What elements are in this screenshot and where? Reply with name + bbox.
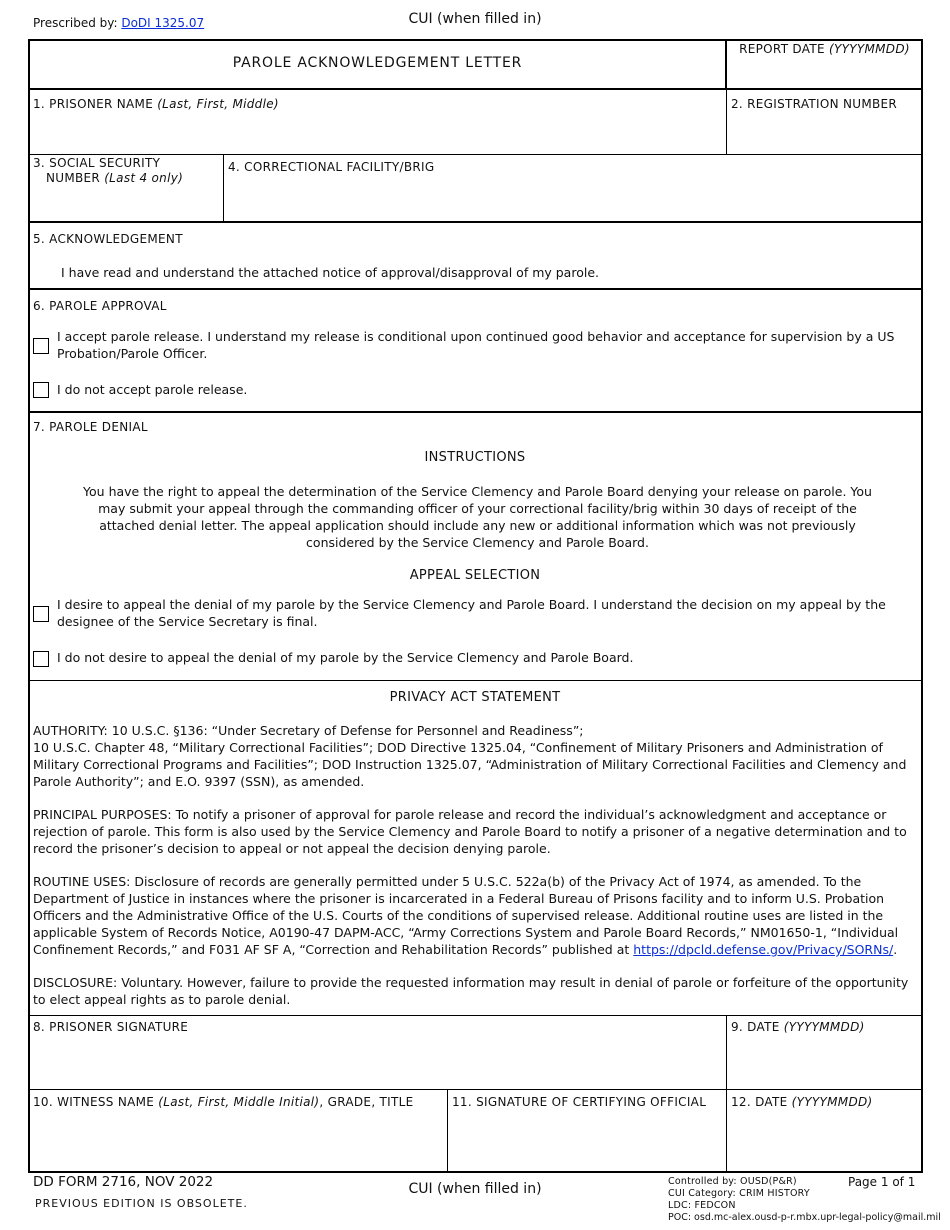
ssn-label: 3. SOCIAL SECURITY NUMBER (Last 4 only) xyxy=(33,156,184,185)
witness-name-label: 10. WITNESS NAME (Last, First, Middle Initial), GRADE, TITLE xyxy=(33,1095,414,1109)
appeal-checkbox[interactable] xyxy=(33,606,49,622)
form-id: DD FORM 2716, NOV 2022 xyxy=(33,1174,214,1190)
correctional-facility-label: 4. CORRECTIONAL FACILITY/BRIG xyxy=(228,160,435,174)
principal-purposes-section: PRINCIPAL PURPOSES: To notify a prisoner of approval for parole release and record the individual’s acknowledgment and acceptance or rejection of parole. This form is also used by the Service Clemency and Parole Board to notify a prisoner of a negative determination and to record the prisoner’s decision to appeal or not appeal the decision denying parole. xyxy=(33,807,907,856)
page-number: Page 1 of 1 xyxy=(848,1175,916,1189)
cui-designation-block: Controlled by: OUSD(P&R) CUI Category: CRIM HISTORY LDC: FEDCON POC: osd.mc-alex.ousd-p-r.mbx.upr-legal-policy@mail.mil xyxy=(668,1176,941,1223)
privacy-act-heading: PRIVACY ACT STATEMENT xyxy=(389,690,561,705)
instructions-heading: INSTRUCTIONS xyxy=(424,450,526,465)
acknowledgement-text: I have read and understand the attached notice of approval/disapproval of my parole. xyxy=(61,265,599,280)
dodi-link[interactable]: DoDI 1325.07 xyxy=(121,16,205,30)
correctional-facility-input[interactable] xyxy=(228,178,918,218)
routine-uses-section: ROUTINE USES: Disclosure of records are generally permitted under 5 U.S.C. 522a(b) of the Privacy Act of 1974, as amended. To the Department of Justice in instances where the prisoner is incarcerated in a Federal Bureau of Prisons facility and to inform U.S. Probation Officers and the Administrative Office of the U.S. Courts of the conditions of supervised release. Additional routine uses are listed in the applicable System of Records Notice, A0190-47 DAPM-ACC, “Army Corrections System and Parole Board Records,” NM01650-1, “Individual Confinement Records,” and F031 AF SF A, “Correction and Rehabilitation Records” published at https://dpcld.defense.gov/Privacy/SORNs/. xyxy=(33,874,899,957)
date-12-input[interactable] xyxy=(731,1113,917,1168)
report-date-input[interactable] xyxy=(735,58,915,86)
parole-denial-label: 7. PAROLE DENIAL xyxy=(33,420,148,434)
acknowledgement-label: 5. ACKNOWLEDGEMENT xyxy=(33,232,183,246)
accept-parole-text: I accept parole release. I understand my release is conditional upon continued good behavior and acceptance for supervision by a US Probation/Parole Officer. xyxy=(57,329,895,361)
ssn-input[interactable] xyxy=(33,190,218,218)
authority-section: AUTHORITY: 10 U.S.C. §136: “Under Secretary of Defense for Personnel and Readiness”; 10 U.S.C. Chapter 48, “Military Correctional Facilities”; DOD Directive 1325.04, “Confinement of Military Prisoners and Administration of Military Correctional Programs and Facilities”; DOD Instruction 1325.07, “Administration of Military Correctional Facilities and Clemency and Parole Authority”; and E.O. 9397 (SSN), as amended. xyxy=(33,723,907,789)
accept-parole-checkbox[interactable] xyxy=(33,338,49,354)
cui-marking-bottom: CUI (when filled in) xyxy=(408,1181,542,1197)
witness-name-input[interactable] xyxy=(33,1113,441,1168)
appeal-selection-heading: APPEAL SELECTION xyxy=(409,568,541,583)
parole-approval-label: 6. PAROLE APPROVAL xyxy=(33,299,167,313)
prisoner-signature-label: 8. PRISONER SIGNATURE xyxy=(33,1020,189,1034)
cui-marking-top: CUI (when filled in) xyxy=(408,11,542,27)
sorn-link[interactable]: https://dpcld.defense.gov/Privacy/SORNs/ xyxy=(633,942,894,957)
prisoner-signature-field[interactable] xyxy=(33,1038,721,1086)
instructions-text: You have the right to appeal the determination of the Service Clemency and Parole Board denying your release on parole. You may submit your appeal through the commanding officer of your correctional facility/brig within 30 days of receipt of the attached denial letter. The appeal application should include any new or additional information which was not previously considered by the Service Clemency and Parole Board. xyxy=(83,484,872,550)
report-date-label: REPORT DATE (YYYYMMDD) xyxy=(739,42,910,56)
date-9-label: 9. DATE (YYYYMMDD) xyxy=(731,1020,865,1034)
date-9-input[interactable] xyxy=(731,1038,917,1086)
decline-parole-text: I do not accept parole release. xyxy=(57,382,248,397)
appeal-text: I desire to appeal the denial of my parole by the Service Clemency and Parole Board. I understand the decision on my appeal by the designee of the Service Secretary is final. xyxy=(57,597,886,629)
prisoner-name-label: 1. PRISONER NAME (Last, First, Middle) xyxy=(33,97,279,111)
no-appeal-checkbox[interactable] xyxy=(33,651,49,667)
registration-number-label: 2. REGISTRATION NUMBER xyxy=(731,97,898,111)
previous-edition-note: PREVIOUS EDITION IS OBSOLETE. xyxy=(35,1197,248,1210)
disclosure-section: DISCLOSURE: Voluntary. However, failure to provide the requested information may result in denial of parole or forfeiture of the opportunity to elect appeal rights as to parole denial. xyxy=(33,975,909,1007)
certifying-official-signature[interactable] xyxy=(452,1113,720,1168)
no-appeal-text: I do not desire to appeal the denial of my parole by the Service Clemency and Parole Board. xyxy=(57,650,634,665)
registration-number-input[interactable] xyxy=(731,114,917,152)
decline-parole-checkbox[interactable] xyxy=(33,382,49,398)
prisoner-name-input[interactable] xyxy=(33,114,721,152)
form-title: PAROLE ACKNOWLEDGEMENT LETTER xyxy=(232,55,523,71)
prescribed-by: Prescribed by: DoDI 1325.07 xyxy=(33,16,205,30)
date-12-label: 12. DATE (YYYYMMDD) xyxy=(731,1095,873,1109)
certifying-official-label: 11. SIGNATURE OF CERTIFYING OFFICIAL xyxy=(452,1095,707,1109)
